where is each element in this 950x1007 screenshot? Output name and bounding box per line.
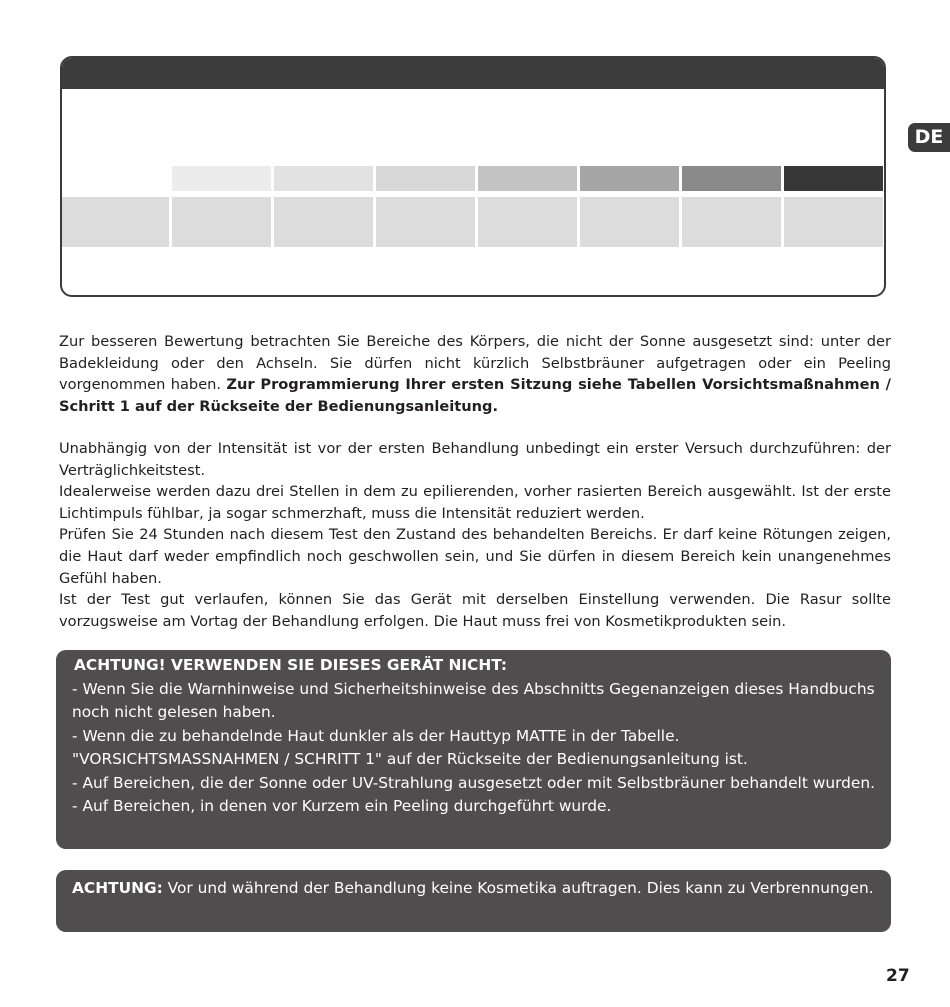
table-cell — [682, 197, 781, 247]
table-cell — [274, 197, 373, 247]
intro-text: Zur besseren Bewertung betrachten Sie Bereiche des Körpers, die nicht der Sonne ausgesetzt sind: unter der Badekleidung oder den Achseln. Sie dürfen nicht kürzlich Selbstbräuner aufgetragen oder ein Peeling vorgenommen haben. — [59, 333, 891, 394]
intro-paragraph — [59, 331, 891, 417]
table-row-label-cell — [62, 197, 169, 247]
warning-line-4: - Auf Bereichen, in denen vor Kurzem ein Peeling durchgeführt wurde. — [72, 797, 612, 815]
test-line-2: Idealerweise werden dazu drei Stellen in dem zu epilierenden, vorher rasierten Bereich ausgewählt. Ist der erste Lichtimpuls fühlbar, ja sogar schmerzhaft, muss die Intensität reduziert werden. — [59, 483, 891, 522]
caution-text: Vor und während der Behandlung keine Kosmetika auftragen. Dies kann zu Verbrennungen. — [162, 879, 874, 897]
skin-type-table — [60, 56, 886, 297]
skin-swatch-4 — [478, 166, 577, 191]
table-cell — [478, 197, 577, 247]
skin-swatch-7 — [784, 166, 883, 191]
table-cell — [580, 197, 679, 247]
warning-box — [56, 650, 891, 849]
table-cell — [784, 197, 883, 247]
skin-swatch-5 — [580, 166, 679, 191]
skin-swatch-6 — [682, 166, 781, 191]
warning-line-3: - Auf Bereichen, die der Sonne oder UV-Strahlung ausgesetzt oder mit Selbstbräuner behandelt wurden. — [72, 773, 876, 792]
skin-swatch-1 — [172, 166, 271, 191]
table-header-bar — [62, 58, 884, 89]
skin-swatch-3 — [376, 166, 475, 191]
language-badge: DE — [908, 123, 950, 152]
table-cell — [376, 197, 475, 247]
table-cell — [172, 197, 271, 247]
test-instructions — [59, 438, 891, 632]
warning-line-2: - Wenn die zu behandelnde Haut dunkler als der Hauttyp MATTE in der Tabelle. "VORSICHTSMASSNAHMEN / SCHRITT 1" auf der Rückseite der Bedienungsanleitung ist. — [72, 726, 748, 768]
caution-label: ACHTUNG: — [72, 879, 163, 897]
warning-title: ACHTUNG! VERWENDEN SIE DIESES GERÄT NICHT: — [74, 656, 508, 674]
caution-box — [56, 870, 891, 932]
test-line-4: Ist der Test gut verlaufen, können Sie das Gerät mit derselben Einstellung verwenden. Die Rasur sollte vorzugsweise am Vortag der Behandlung erfolgen. Die Haut muss frei von Kosmetikprodukten sein. — [59, 591, 891, 630]
test-line-3: Prüfen Sie 24 Stunden nach diesem Test den Zustand des behandelten Bereichs. Er darf keine Rötungen zeigen, die Haut darf weder empfindlich noch geschwollen sein, und Sie dürfen in diesem Bereich kein unangenehmes Gefühl haben. — [59, 526, 891, 587]
skin-swatch-2 — [274, 166, 373, 191]
test-line-1: Unabhängig von der Intensität ist vor der ersten Behandlung unbedingt ein erster Versuch durchzuführen: der Verträglichkeitstest. — [59, 440, 891, 479]
intro-bold-text: Zur Programmierung Ihrer ersten Sitzung siehe Tabellen Vorsichtsmaßnahmen / Schritt 1 auf der Rückseite der Bedienungsanleitung. — [59, 376, 891, 415]
page-number: 27 — [886, 966, 910, 986]
warning-line-1: - Wenn Sie die Warnhinweise und Sicherheitshinweise des Abschnitts Gegenanzeigen dieses Handbuchs noch nicht gelesen haben. — [72, 679, 875, 721]
